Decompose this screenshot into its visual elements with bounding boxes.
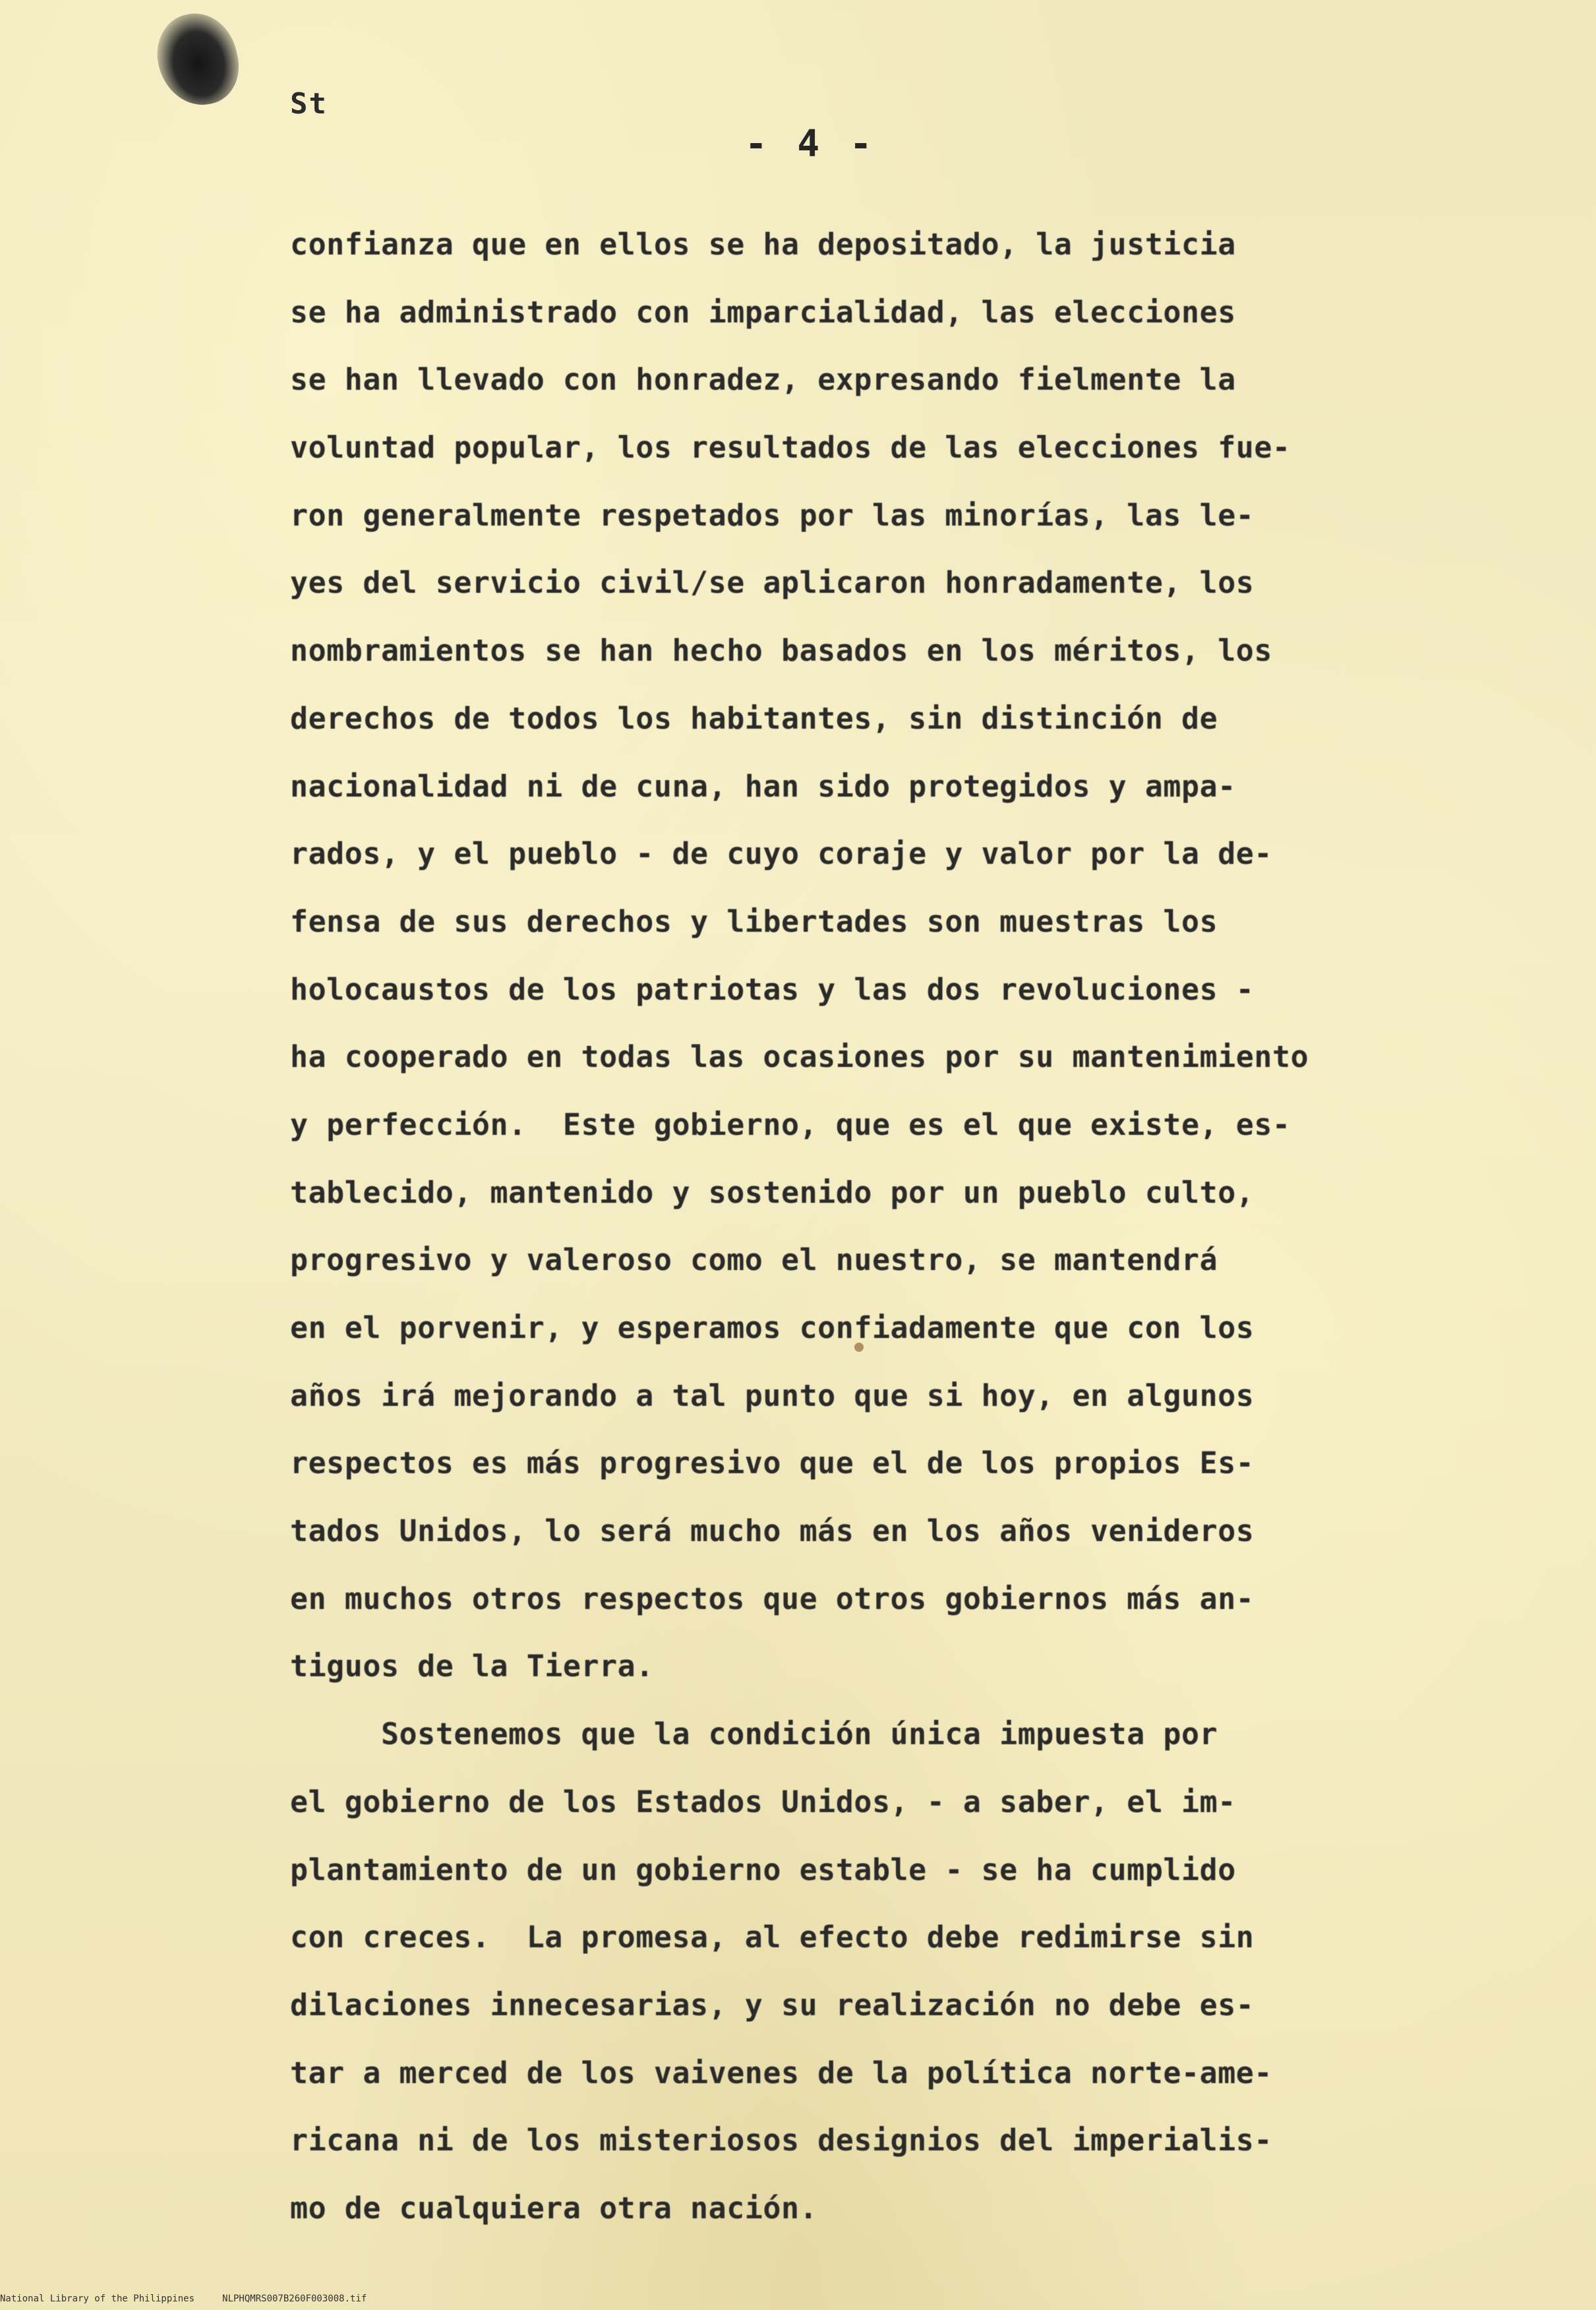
text-line: y perfección. Este gobierno, que es el que existe, es- (290, 1107, 1291, 1142)
text-line: nacionalidad ni de cuna, han sido protegidos y ampa- (290, 768, 1236, 804)
text-line: fensa de sus derechos y libertades son muestras los (290, 903, 1218, 939)
text-line: voluntad popular, los resultados de las elecciones fue- (290, 430, 1291, 466)
text-line: tiguos de la Tierra. (290, 1649, 654, 1684)
body-text (290, 211, 1431, 2243)
text-line: ha cooperado en todas las ocasiones por su mantenimiento (290, 1039, 1309, 1075)
text-line: dilaciones innecesarias, y su realización no debe es- (290, 1987, 1255, 2022)
text-line: se ha administrado con imparcialidad, las elecciones (290, 294, 1236, 330)
text-line: en el porvenir, y esperamos confiadamente que con los (290, 1310, 1255, 1345)
text-line: años irá mejorando a tal punto que si hoy, en algunos (290, 1378, 1255, 1413)
text-line: tablecido, mantenido y sostenido por un pueblo culto, (290, 1174, 1255, 1210)
text-line: ricana ni de los misteriosos designios del imperialis- (290, 2123, 1272, 2158)
text-line: derechos de todos los habitantes, sin distinción de (290, 700, 1218, 736)
text-line: mo de cualquiera otra nación. (290, 2190, 818, 2226)
text-line: se han llevado con honradez, expresando fielmente la (290, 362, 1236, 398)
text-line: el gobierno de los Estados Unidos, - a saber, el im- (290, 1784, 1236, 1819)
ink-blot (150, 6, 246, 113)
text-line: Sostenemos que la condición única impuesta por (290, 1717, 1218, 1752)
text-line: confianza que en ellos se ha depositado, la justicia (290, 227, 1236, 262)
text-line: en muchos otros respectos que otros gobiernos más an- (290, 1581, 1255, 1616)
text-line: tados Unidos, lo será mucho más en los años venideros (290, 1513, 1255, 1549)
archive-footer: National Library of the Philippines NLPHQMRS007B260F003008.tif (0, 2294, 367, 2304)
page-number: - 4 - (745, 123, 876, 166)
text-line: tar a merced de los vaivenes de la política norte-ame- (290, 2055, 1272, 2090)
text-line: plantamiento de un gobierno estable - se ha cumplido (290, 1852, 1236, 1887)
text-line: respectos es más progresivo que el de los propios Es- (290, 1445, 1255, 1481)
text-line: rados, y el pueblo - de cuyo coraje y valor por la de- (290, 836, 1272, 872)
text-line: yes del servicio civil/se aplicaron honradamente, los (290, 565, 1255, 601)
text-line: ron generalmente respetados por las minorías, las le- (290, 497, 1255, 533)
text-line: con creces. La promesa, al efecto debe redimirse sin (290, 1920, 1255, 1955)
text-line: holocaustos de los patriotas y las dos revoluciones - (290, 971, 1255, 1007)
text-line: nombramientos se han hecho basados en los méritos, los (290, 633, 1272, 669)
corner-mark: St (290, 87, 328, 121)
text-line: progresivo y valeroso como el nuestro, se mantendrá (290, 1242, 1218, 1278)
